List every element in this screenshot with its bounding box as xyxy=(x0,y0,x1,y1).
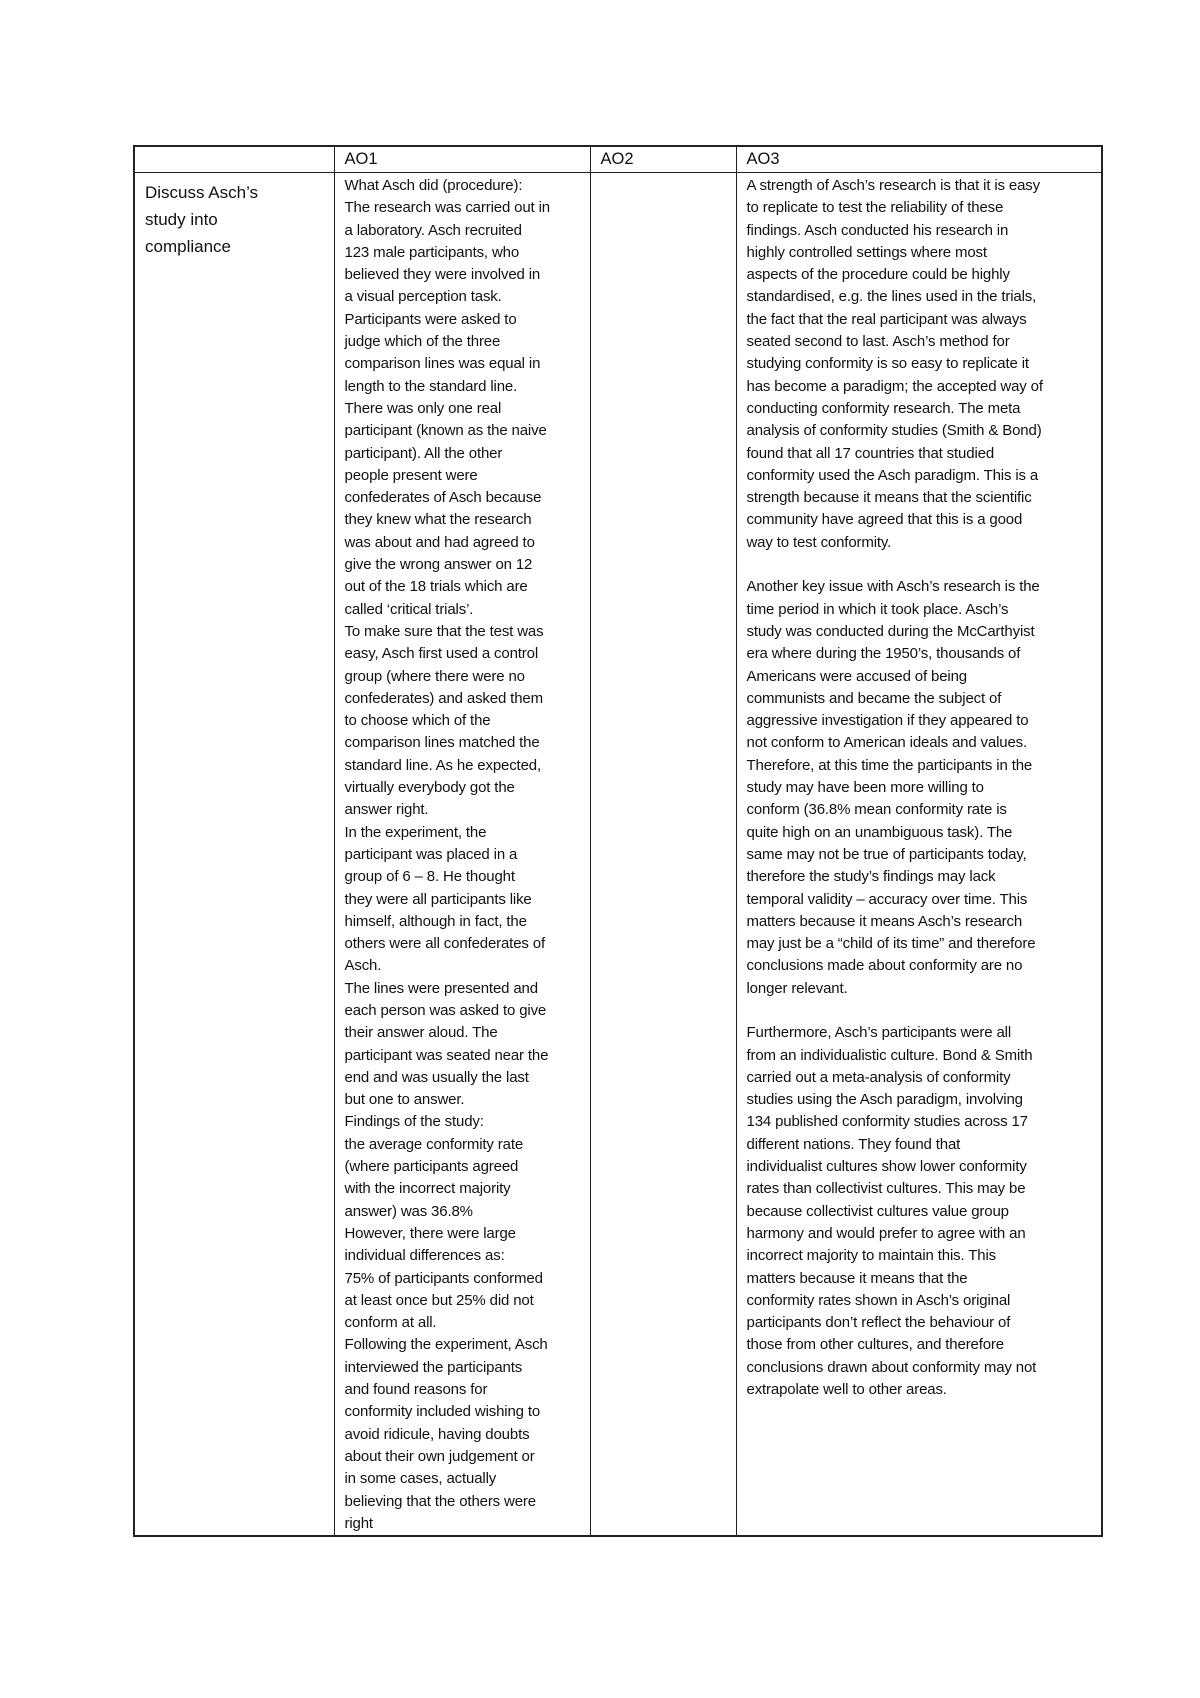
ao2-cell xyxy=(590,173,736,1537)
ao3-text-line: 134 published conformity studies across 17 xyxy=(746,1113,1028,1131)
ao3-text-line: Therefore, at this time the participants in the xyxy=(746,756,1033,774)
ao3-text-line: conducting conformity research. The meta xyxy=(746,399,1021,417)
ao3-text-line: findings. Asch conducted his research in xyxy=(746,221,1009,239)
ao1-text-line: Participants were asked to xyxy=(344,310,517,328)
ao1-text-line: There was only one real xyxy=(344,399,502,417)
ao1-text-line: The lines were presented and xyxy=(344,979,538,997)
ao3-text-line: temporal validity – accuracy over time. This xyxy=(746,890,1028,908)
ao3-text-line: standardised, e.g. the lines used in the trials, xyxy=(746,288,1037,306)
ao3-text-line: Another key issue with Asch’s research is the xyxy=(746,578,1040,596)
ao3-text-line: study was conducted during the McCarthyist xyxy=(746,622,1035,640)
ao1-text-line: In the experiment, the xyxy=(344,823,487,841)
ao1-text-line: comparison lines was equal in xyxy=(344,355,541,373)
paragraph-gap xyxy=(747,554,1096,576)
ao1-text-line: Findings of the study: xyxy=(344,1113,484,1131)
ao3-text-line: therefore the study’s findings may lack xyxy=(746,868,996,886)
ao1-text-line: they were all participants like xyxy=(344,890,532,908)
ao1-text-line: believed they were involved in xyxy=(344,266,541,284)
ao1-text-line: The research was carried out in xyxy=(344,199,550,217)
ao1-text-line: Following the experiment, Asch xyxy=(344,1336,548,1354)
ao1-text-line: conformity included wishing to xyxy=(344,1403,541,1421)
ao3-text-line: those from other cultures, and therefore xyxy=(746,1336,1004,1354)
ao1-text-line: To make sure that the test was xyxy=(344,622,544,640)
ao1-text-line: about their own judgement or xyxy=(344,1447,535,1465)
ao3-text-line: time period in which it took place. Asch’s xyxy=(746,600,1009,618)
ao1-text-line: they knew what the research xyxy=(344,511,532,529)
ao1-text-line: right xyxy=(344,1514,373,1532)
ao3-text-line: analysis of conformity studies (Smith & Bond) xyxy=(746,422,1042,440)
ao1-text-line: answer right. xyxy=(344,801,429,819)
ao1-text-line: 75% of participants conformed xyxy=(344,1269,543,1287)
ao3-text-line: has become a paradigm; the accepted way of xyxy=(746,377,1043,395)
ao3-text-line: same may not be true of participants today, xyxy=(746,845,1027,863)
ao3-text-line: matters because it means that the xyxy=(746,1269,968,1287)
question-line: study into xyxy=(145,210,218,229)
question-line: Discuss Asch’s xyxy=(145,183,259,202)
ao3-text-line: harmony and would prefer to agree with an xyxy=(746,1224,1026,1242)
ao1-text-line: believing that the others were xyxy=(344,1492,536,1510)
ao1-text-line: to choose which of the xyxy=(344,712,491,730)
ao1-text-line: confederates) and asked them xyxy=(344,689,543,707)
ao1-text-line: but one to answer. xyxy=(344,1091,465,1109)
ao1-text-line: himself, although in fact, the xyxy=(344,912,527,930)
ao1-text-line: interviewed the participants xyxy=(344,1358,523,1376)
ao3-text-line: A strength of Asch’s research is that it is easy xyxy=(746,177,1041,194)
ao3-cell xyxy=(736,173,1102,1537)
ao1-text-line: a laboratory. Asch recruited xyxy=(344,221,522,239)
ao1-text-line: 123 male participants, who xyxy=(344,243,520,261)
ao3-text-line: study may have been more willing to xyxy=(746,779,984,797)
ao3-text-line: rates than collectivist cultures. This may be xyxy=(746,1180,1026,1198)
ao3-text-line: communists and became the subject of xyxy=(746,689,1002,707)
ao3-text-line: seated second to last. Asch’s method for xyxy=(746,333,1010,351)
question-cell xyxy=(134,173,334,1537)
ao1-text-line: people present were xyxy=(344,466,478,484)
ao1-text-line: conform at all. xyxy=(344,1314,437,1332)
header-blank xyxy=(134,146,334,173)
ao3-text-line: to replicate to test the reliability of these xyxy=(746,199,1004,217)
ao1-text-line: virtually everybody got the xyxy=(344,779,515,797)
ao3-text-line: aggressive investigation if they appeared to xyxy=(746,712,1029,730)
ao1-text-line: others were all confederates of xyxy=(344,935,545,953)
ao3-text-line: carried out a meta-analysis of conformity xyxy=(746,1068,1011,1086)
paragraph-gap xyxy=(747,1000,1096,1022)
ao3-text-line: the fact that the real participant was always xyxy=(746,310,1027,328)
header-ao3: AO3 xyxy=(736,146,1102,173)
ao1-text-line: length to the standard line. xyxy=(344,377,518,395)
ao3-text-line: conclusions made about conformity are no xyxy=(746,957,1023,975)
header-ao2: AO2 xyxy=(590,146,736,173)
ao3-text-line: from an individualistic culture. Bond & Smith xyxy=(746,1046,1033,1064)
ao3-text-line: not conform to American ideals and values. xyxy=(746,734,1028,752)
ao1-text-line: (where participants agreed xyxy=(344,1158,519,1176)
ao3-text-line: era where during the 1950’s, thousands of xyxy=(746,645,1021,663)
ao1-text-line: participant). All the other xyxy=(344,444,503,462)
ao1-text-line: the average conformity rate xyxy=(344,1135,524,1153)
ao1-text-line: out of the 18 trials which are xyxy=(344,578,528,596)
ao1-text-line: participant (known as the naive xyxy=(344,422,547,440)
content-row xyxy=(134,173,1102,1537)
ao1-text-line: standard line. As he expected, xyxy=(344,756,541,774)
ao3-text-line: extrapolate well to other areas. xyxy=(746,1381,947,1399)
ao1-text-line: Asch. xyxy=(344,957,382,975)
ao1-text-line: a visual perception task. xyxy=(344,288,502,306)
ao1-text-line: was about and had agreed to xyxy=(344,533,535,551)
ao1-text-line: group of 6 – 8. He thought xyxy=(344,868,515,886)
header-ao1: AO1 xyxy=(334,146,590,173)
ao1-text-line: and found reasons for xyxy=(344,1381,488,1399)
ao3-text-line: conform (36.8% mean conformity rate is xyxy=(746,801,1007,819)
ao1-text-line: confederates of Asch because xyxy=(344,489,542,507)
ao1-text-line: their answer aloud. The xyxy=(344,1024,498,1042)
ao1-text-line: in some cases, actually xyxy=(344,1470,497,1488)
ao3-text-line: incorrect majority to maintain this. This xyxy=(746,1247,996,1265)
essay-plan-table xyxy=(133,145,1103,1537)
ao1-text-line: participant was placed in a xyxy=(344,845,518,863)
ao3-text-line: may just be a “child of its time” and therefore xyxy=(746,935,1036,953)
ao1-cell xyxy=(334,173,590,1537)
ao3-text-line: studying conformity is so easy to replicate it xyxy=(746,355,1029,373)
ao1-text-line: individual differences as: xyxy=(344,1247,505,1265)
ao3-text-line: quite high on an unambiguous task). The xyxy=(746,823,1013,841)
ao1-text-line: judge which of the three xyxy=(344,333,501,351)
ao3-text-line: community have agreed that this is a good xyxy=(746,511,1023,529)
ao3-text-line: found that all 17 countries that studied xyxy=(746,444,995,462)
ao1-text-line: group (where there were no xyxy=(344,667,525,685)
ao1-text-line: at least once but 25% did not xyxy=(344,1291,534,1309)
header-row xyxy=(134,146,1102,173)
ao3-text-line: participants don’t reflect the behaviour of xyxy=(746,1314,1011,1332)
ao3-text-line: way to test conformity. xyxy=(746,533,892,551)
ao3-text-line: aspects of the procedure could be highly xyxy=(746,266,1010,284)
ao3-text-line: longer relevant. xyxy=(746,979,848,997)
ao1-text-line: each person was asked to give xyxy=(344,1001,547,1019)
ao3-text-line: Furthermore, Asch’s participants were all xyxy=(746,1024,1012,1042)
ao1-text-line: However, there were large xyxy=(344,1224,516,1242)
ao3-text-line: conformity rates shown in Asch’s original xyxy=(746,1291,1011,1309)
ao3-text-line: matters because it means Asch’s research xyxy=(746,912,1023,930)
ao1-text-line: comparison lines matched the xyxy=(344,734,540,752)
ao1-text-line: participant was seated near the xyxy=(344,1046,549,1064)
ao3-text-line: because collectivist cultures value group xyxy=(746,1202,1009,1220)
ao1-text-line: What Asch did (procedure): xyxy=(344,177,523,194)
ao1-text-line: with the incorrect majority xyxy=(344,1180,511,1198)
ao1-text-line: end and was usually the last xyxy=(344,1068,529,1086)
ao3-text-line: conformity used the Asch paradigm. This is a xyxy=(746,466,1039,484)
question-line: compliance xyxy=(145,237,231,256)
ao1-text-line: answer) was 36.8% xyxy=(344,1202,473,1220)
ao1-text-line: easy, Asch first used a control xyxy=(344,645,538,663)
ao3-text-line: Americans were accused of being xyxy=(746,667,967,685)
ao1-text-line: called ‘critical trials’. xyxy=(344,600,474,618)
ao1-text-line: avoid ridicule, having doubts xyxy=(344,1425,530,1443)
ao3-text-line: strength because it means that the scientific xyxy=(746,489,1032,507)
ao3-text-line: different nations. They found that xyxy=(746,1135,961,1153)
ao3-text-line: individualist cultures show lower conformity xyxy=(746,1158,1027,1176)
ao1-text-line: give the wrong answer on 12 xyxy=(344,556,533,574)
ao3-text-line: highly controlled settings where most xyxy=(746,243,987,261)
ao3-text-line: conclusions drawn about conformity may not xyxy=(746,1358,1037,1376)
ao3-text-line: studies using the Asch paradigm, involving xyxy=(746,1091,1023,1109)
